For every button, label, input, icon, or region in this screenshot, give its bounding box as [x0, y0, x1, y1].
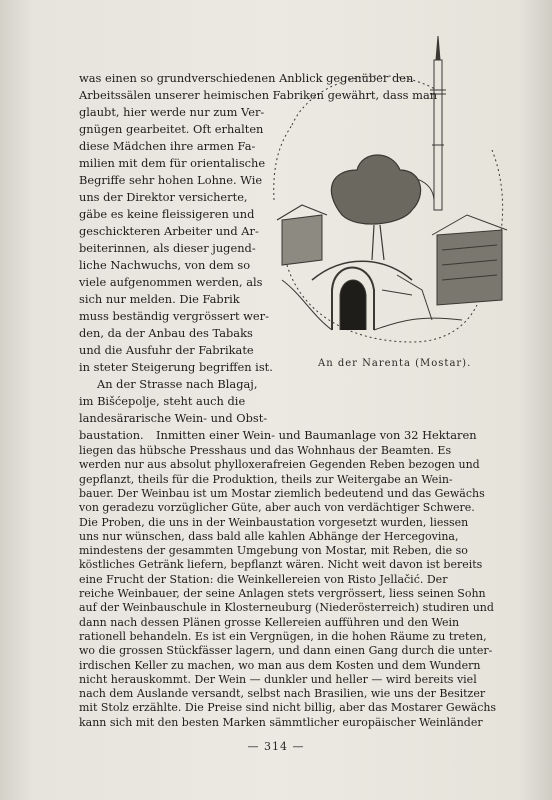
text-line-38: wo die grossen Stückfässer lagern, und dann einen Gang durch die unter-: [79, 644, 493, 658]
text-line-19: An der Strasse nach Blagaj,: [97, 377, 258, 391]
text-line-29: Die Proben, die uns in der Weinbaustation vorgesetzt wurden, liessen: [79, 515, 469, 529]
text-line-31: mindestens der gesammten Umgebung von Mostar, mit Reben, die so: [79, 544, 468, 558]
text-line-39: irdischen Keller zu machen, wo man aus dem Kosten und dem Wundern: [79, 658, 481, 672]
text-line-12: liche Nachwuchs, von dem so: [79, 258, 251, 272]
text-line-34: reiche Weinbauer, der seine Anlagen stets vergrössert, liess seinen Sohn: [79, 587, 486, 600]
text-line-25: werden nur aus absolut phylloxerafreien Gegenden Reben bezogen und: [79, 458, 480, 472]
text-line-40: nicht herauskommt. Der Wein — dunkler und heller — wird bereits viel: [79, 672, 477, 686]
text-line-9: gäbe es keine fleissigeren und: [79, 207, 255, 221]
text-line-28: von geradezu vorzüglicher Güte, aber auch von verdächtiger Schwere.: [79, 501, 475, 515]
text-line-5: diese Mädchen ihre armen Fa-: [79, 139, 256, 153]
text-line-36: dann nach dessen Plänen grosse Kellereien aufführen und den Wein: [79, 615, 460, 629]
page-number: — 314 —: [247, 740, 305, 753]
text-line-6: milien mit dem für orientalische: [79, 156, 266, 170]
text-line-21: landesärarische Wein- und Obst-: [79, 411, 268, 425]
text-line-18: in steter Steigerung begriffen ist.: [79, 360, 273, 374]
text-line-2: Arbeitssälen unserer heimischen Fabriken gewährt, dass man: [79, 88, 438, 102]
text-line-1: was einen so grundverschiedenen Anblick gegenüber den: [79, 71, 414, 85]
text-line-4: gnügen gearbeitet. Oft erhalten: [79, 122, 264, 136]
text-line-15: muss beständig vergrössert wer-: [79, 309, 269, 323]
text-line-33: eine Frucht der Station: die Weinkellereien von Risto Jellačić. Der: [79, 572, 448, 586]
text-line-10: geschickteren Arbeiter und Ar-: [79, 224, 259, 238]
text-line-23: Inmitten einer Wein- und Baumanlage von 32 Hektaren: [156, 428, 477, 442]
text-line-20: im Bišćepolje, steht auch die: [79, 394, 246, 408]
text-line-13: viele aufgenommen werden, als: [79, 275, 263, 289]
text-line-8: uns der Direktor versicherte,: [79, 190, 248, 204]
text-line-37: rationell behandeln. Es ist ein Vergnügen, in die hohen Räume zu treten,: [79, 629, 487, 643]
text-line-26: gepflanzt, theils für die Produktion, theils zur Weitergabe an Wein-: [79, 472, 453, 486]
text-line-35: auf der Weinbauschule in Klosterneuburg (Niederösterreich) studiren und: [79, 601, 494, 615]
text-line-30: uns nur wünschen, dass bald alle kahlen Abhänge der Hercegovina,: [79, 529, 459, 543]
text-line-32: köstliches Getränk liefern, bepflanzt wären. Nicht weit davon ist bereits: [79, 558, 483, 572]
text-line-41: nach dem Auslande versandt, selbst nach Brasilien, wie uns der Besitzer: [79, 687, 486, 701]
text-line-17: und die Ausfuhr der Fabrikate: [79, 343, 254, 357]
text-line-42: mit Stolz erzählte. Die Preise sind nicht billig, aber das Mostarer Gewächs: [79, 701, 497, 715]
text-line-14: sich nur melden. Die Fabrik: [79, 292, 240, 306]
text-line-11: beiterinnen, als dieser jugend-: [79, 241, 256, 255]
text-line-7: Begriffe sehr hohen Lohne. Wie: [79, 173, 263, 187]
text-line-24: liegen das hübsche Presshaus und das Wohnhaus der Beamten. Es: [79, 444, 452, 457]
text-line-16: den, da der Anbau des Tabaks: [79, 326, 253, 340]
text-line-22: baustation.: [79, 428, 144, 442]
text-line-3: glaubt, hier werde nur zum Ver-: [79, 105, 265, 119]
text-line-43: kann sich mit den besten Marken sämmtlicher europäischer Weinländer: [79, 715, 483, 729]
text-line-27: bauer. Der Weinbau ist um Mostar ziemlich bedeutend und das Gewächs: [79, 486, 485, 500]
figure-caption: An der Narenta (Mostar).: [318, 358, 472, 369]
